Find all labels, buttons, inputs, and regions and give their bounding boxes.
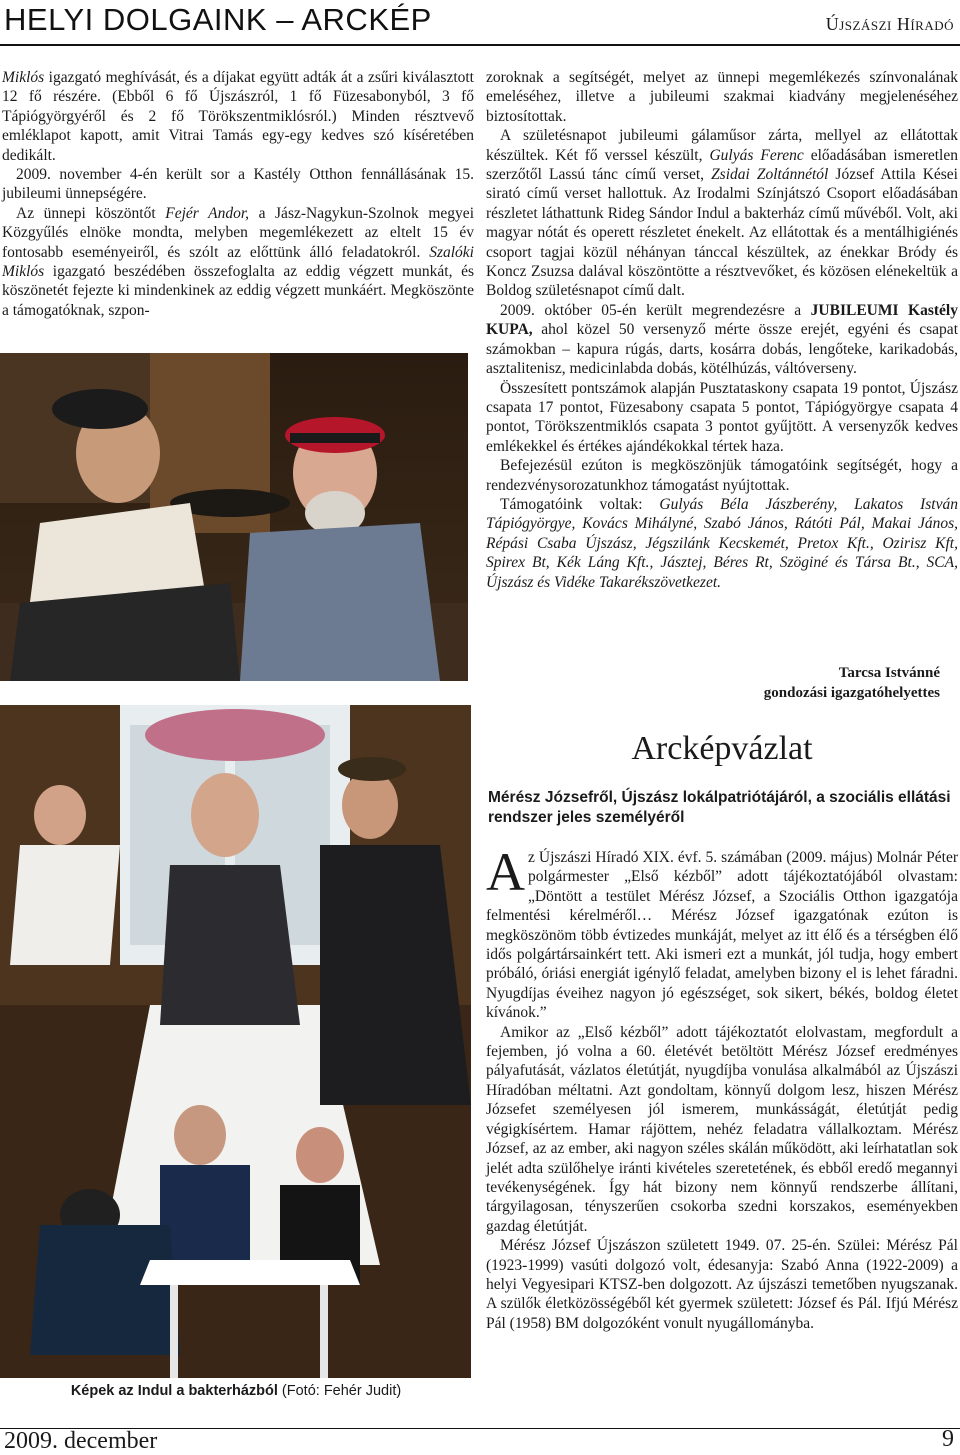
publication-name: Újszászi Híradó xyxy=(825,14,954,34)
caption-credit: (Fotó: Fehér Judit) xyxy=(277,1383,402,1399)
photo-theater-scene xyxy=(0,705,471,1378)
page-number: 9 xyxy=(942,1426,954,1452)
page-header xyxy=(0,0,960,44)
text-run: z Újszászi Híradó XIX. évf. 5. számában (2009. május) Molnár Péter polgármester „Első kézből” adott tájékoztatójából olvastam: „Döntött a testület Mérész József, a Szociális Otthon igazgatója felmentési kérelméről… Mérész József igazgatónak ezúton is megköszönöm több évtizedes munkáját, melyet az itt élő és a térségben élő idős polgártársainkért tett. Aki ismeri ezt a munkát, jól tudja, hogy embert próbáló, óriási energiát igénylő feladat, amelyben bizony el is lehet fáradni. Nyugdíjas éveihez nagyon jó egészséget, sok sikert, békés, boldog életet kívánok.” xyxy=(486,849,958,1022)
article-subtitle: Mérész Józsefről, Újszász lokálpatriótájáról, a szociális ellátási rendszer jeles személyéről xyxy=(488,789,951,826)
text-run: Az ünnepi köszöntőt xyxy=(16,204,166,222)
italic-name: Zsidai Zoltánnétól xyxy=(711,166,829,184)
article-title: Arcképvázlat xyxy=(631,730,813,767)
caption-title: Képek az Indul a bakterházból xyxy=(70,1383,278,1399)
italic-name: Szalóki Miklós xyxy=(2,243,474,281)
photo-caption xyxy=(0,1383,472,1399)
sponsor-list: Gulyás Béla Jászberény, Lakatos István Tápiógyörgye, Kovács Mihályné, Szabó János, Rátóti Pál, Makai János, Répási Csaba Újszász, Jégszilánk Kecskemét, Pretox Kft., Ozirisz Kft, Spirex Bt, Kék Láng Kft., Jásztej, Béres Rt, Szöginé és Társa Bt., SCA, Újszász és Vidéke Takarékszövetkezet. xyxy=(486,495,958,591)
author-name: Tarcsa Istvánné xyxy=(838,665,940,681)
bold-event-name: JUBILEUMI Kastély KUPA, xyxy=(486,301,958,339)
photo-theater-scene-image xyxy=(0,705,471,1378)
issue-date: 2009. december xyxy=(4,1428,158,1454)
text-run: A születésnapot jubileumi gálaműsor zárta, mellyel az ellátottak készültek. Két fő verssel készült, xyxy=(486,127,958,164)
right-column-text xyxy=(486,68,958,592)
section-header-title: HELYI DOLGAINK – ARCKÉP xyxy=(4,2,432,37)
text-run: 2009. október 05-én került megrendezésre a xyxy=(500,301,811,319)
paragraph: zoroknak a segítségét, melyet az ünnepi megemlékezés színvonalának emeléséhez, illetve a jubileumi szakmai kiadvány megjelenéséhez biztosítottak. xyxy=(486,69,958,125)
italic-name: Miklós xyxy=(2,69,45,86)
paragraph: Amikor az „Első kézből” adott tájékoztatót elolvastam, megfordult a fejemben, jó volna a 60. életévét betöltött Mérész József eredményes pályafutását, vázlatos életútját, nyugdíjba vonulása alkalmából az Újszászi Híradóban méltatni. Azt gondoltam, könnyű dolgom lesz, hiszen Mérész Józsefet személyesen jól ismerem, munkásságát, életútját pedig végigkísértem. Hamar rájöttem, nehéz feladatra vállalkoztam. Mérész József, az az ember, aki nagyon széles skálán működött, aki leírhatatlan sok jelét adta szülőhelye iránti kivételes szeretetének, és ebből eredő megannyi tevékenységének. Így hát bizony nem könnyű rendszerbe állítani, tárgyilagosan, tényszerűen csokorba szedni korszakos, eseményekben gazdag életútját. xyxy=(486,1023,958,1235)
author-title: gondozási igazgatóhelyettes xyxy=(763,685,940,701)
italic-name: Gulyás Ferenc xyxy=(709,146,804,164)
text-run: Támogatóink voltak: xyxy=(500,495,660,513)
drop-cap: A xyxy=(486,842,525,902)
article-body xyxy=(486,842,958,1333)
text-run: igazgató beszédében összefoglalta az eddig végzett munkát, és köszönetét fejezte ki mindenkinek az eddig végzett munkáért. Megköszönte a támogatóknak, szpon- xyxy=(2,263,474,319)
photo-theater-couple xyxy=(0,353,468,681)
text-run: ahol közel 50 versenyző mérte össze erejét, egyéni és csapat számokban – kapura rúgás, darts, kosárra dobás, lengőteke, karikadobás, asztalitenisz, medicinlabda dobás, kötélhúzás, váltóverseny. xyxy=(486,321,958,378)
paragraph xyxy=(486,126,958,301)
text-run: József Attila Kései sirató című verset hallottuk. Az Irodalmi Színjátszó Csoport előadásában részletet láthattunk Rideg Sándor Indul a bakterház című művéből. Volt, aki magyar nótát és operett részletet énekelt. Az ellátottak és a mentálhigiénés csoport tagjai közül néhányan tánccal készültek, az énekkar Bródy és Koncz Zsuzsa dalával köszöntötte a résztvevőket, és közösen elénekeltük a Boldog születésnapot című dalt. xyxy=(486,166,958,300)
paragraph: 2009. november 4-én került sor a Kastély Otthon fennállásának 15. jubileumi ünnepségére. xyxy=(2,166,474,203)
header-rule xyxy=(0,44,960,46)
left-column-text xyxy=(2,68,474,320)
photo-theater-couple-image xyxy=(0,353,468,681)
paragraph: Mérész József Újszászon született 1949. 07. 25-én. Szülei: Mérész Pál (1923-1999) vasúti dolgozó volt, édesanyja: Szabó Anna (1922-2009) a helyi Vegyesipari KTSZ-ben dolgozott. Az újszászi temetőben nyugszanak. A szülők életközösségéből két gyermek született: József és Pál. Ifjú Mérész Pál (1958) BM dolgozóként vonult nyugállományba. xyxy=(486,1237,958,1332)
paragraph xyxy=(486,495,958,592)
italic-name: Fejér Andor, xyxy=(165,204,250,222)
text-run: a Jász-Nagykun-Szolnok megyei Közgyűlés elnöke mondta, melyben megemlékezett az eltelt 15 év fontosabb eseményeiről, és szólt az előttünk álló feladatokról. xyxy=(2,204,474,261)
paragraph xyxy=(486,842,958,1023)
paragraph: Összesített pontszámok alapján Pusztataskony csapata 19 pontot, Újszász csapata 17 pontot, Füzesabony csapata 5 pontot, Tápiógyörgye csapata 4 pontot, Törökszentmiklós csapata 3 pontot gyűjtött. A versenyzők kedves emlékekkel és értékes ajándékokkal tértek haza. xyxy=(486,379,958,455)
paragraph xyxy=(2,204,474,320)
text-run: előadásában ismeretlen szerzőtől Lassú tánc című verset, xyxy=(486,146,958,184)
paragraph xyxy=(2,68,474,165)
text-run: igazgató meghívását, és a díjakat együtt adták át a zsűri kiválasztott 12 fő részére. (Ebből 6 fő Újszászról, 1 fő Füzesabonyból, 3 fő Tápiógyörgyéről és 2 fő Törökszentmiklósról.) Minden résztvevő emléklapot kapott, amit Vitrai Tamás egy-egy kedves szó kíséretében dedikált. xyxy=(2,69,474,164)
paragraph: Befejezésül ezúton is megköszönjük támogatóink segítségét, hogy a rendezvénysorozatunkhoz támogatást nyújtottak. xyxy=(486,457,958,494)
paragraph xyxy=(486,301,958,379)
